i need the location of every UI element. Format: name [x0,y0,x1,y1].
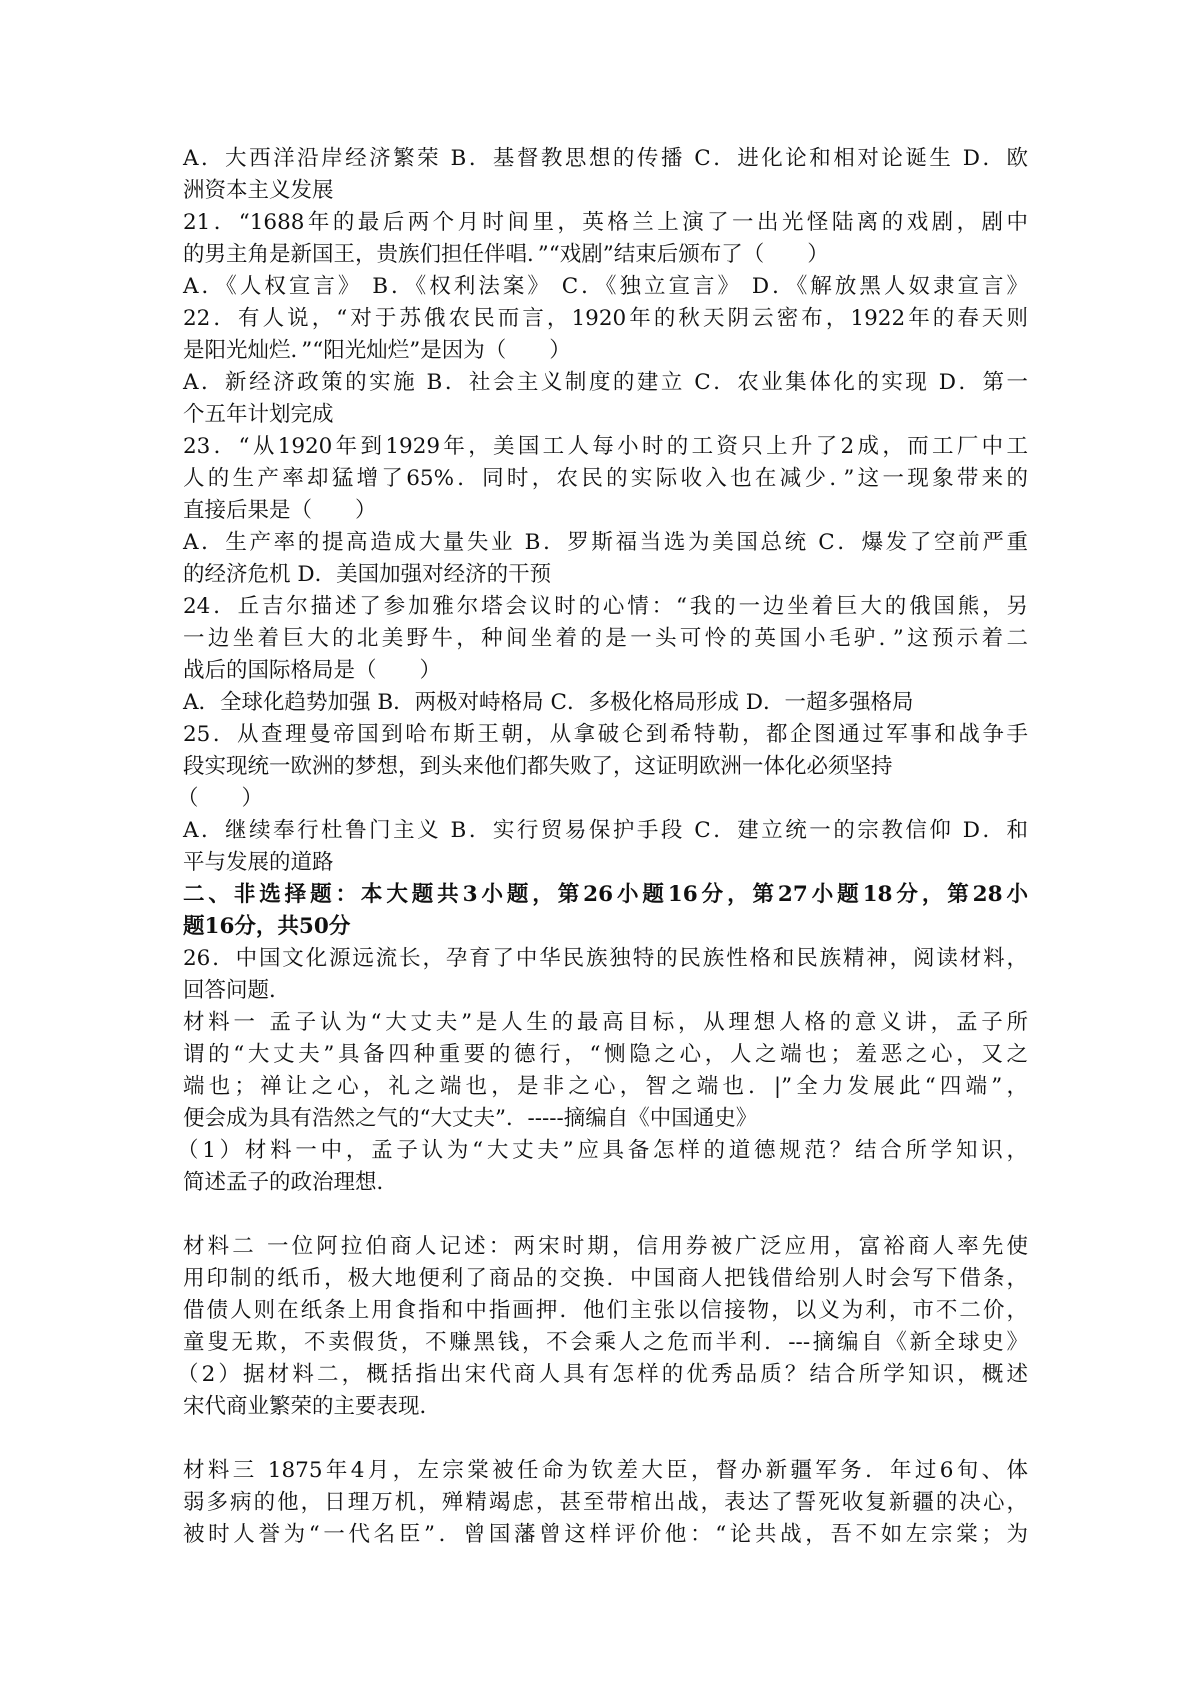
blank-line [183,1199,1028,1231]
question-25-stem-cont: 段实现统一欧洲的梦想，到头来他们都失败了，这证明欧洲一体化必须坚持 [183,754,893,779]
blank-line [183,1423,1028,1455]
question-26-stem: 26．中国文化源远流长，孕育了中华民族独特的民族性格和民族精神，阅读材料， [183,946,1028,971]
question-21-stem-cont: 的男主角是新国王，贵族们担任伴唱．”“戏剧”结束后颁布了（ ） [183,242,829,267]
question-25-blank: （ ） [177,786,264,811]
answer-options-q22-cont: 个五年计划完成 [183,402,334,427]
section-heading-cont: 题16分，共50分 [183,914,351,939]
material-2-text: 用印制的纸币，极大地便利了商品的交换．中国商人把钱借给别人时会写下借条， [183,1266,1028,1291]
question-26-stem-cont: 回答问题． [183,978,291,1003]
answer-options-q20-cont: 洲资本主义发展 [183,178,334,203]
question-21-stem: 21．“1688年的最后两个月时间里，英格兰上演了一出光怪陆离的戏剧，剧中 [183,210,1028,235]
material-2-text: 借债人则在纸条上用食指和中指画押．他们主张以信接物，以义为利，市不二价， [183,1298,1028,1323]
answer-options-q20: A．大西洋沿岸经济繁荣 B．基督教思想的传播 C．进化论和相对论诞生 D．欧 [183,146,1028,171]
answer-options-q24: A．全球化趋势加强 B．两极对峙格局 C．多极化格局形成 D．一超多强格局 [183,690,914,715]
answer-options-q25-cont: 平与发展的道路 [183,850,334,875]
material-2-source: 童叟无欺，不卖假货，不赚黑钱，不会乘人之危而半利．---摘编自《新全球史》 [183,1330,1028,1355]
answer-options-q22: A．新经济政策的实施 B．社会主义制度的建立 C．农业集体化的实现 D．第一 [183,370,1028,395]
section-heading: 二、非选择题：本大题共3小题，第26小题16分，第27小题18分，第28小 [183,882,1028,907]
sub-question-2-cont: 宋代商业繁荣的主要表现． [183,1394,442,1419]
sub-question-1-cont: 简述孟子的政治理想． [183,1170,399,1195]
material-1-text: 谓的“大丈夫”具备四种重要的德行，“恻隐之心，人之端也；羞恶之心，又之 [183,1042,1028,1067]
material-2-text: 材料二 一位阿拉伯商人记述：两宋时期，信用券被广泛应用，富裕商人率先使 [183,1234,1028,1259]
document-body [177,143,1028,1551]
answer-options-q23: A．生产率的提高造成大量失业 B．罗斯福当选为美国总统 C．爆发了空前严重 [183,530,1028,555]
answer-options-q25: A．继续奉行杜鲁门主义 B．实行贸易保护手段 C．建立统一的宗教信仰 D．和 [183,818,1028,843]
sub-question-1: （1）材料一中，孟子认为“大丈夫”应具备怎样的道德规范？结合所学知识， [177,1138,1028,1163]
answer-options-q21: A．《人权宣言》 B．《权利法案》 C．《独立宣言》 D．《解放黑人奴隶宣言》 [183,274,1028,299]
material-1-source: 便会成为具有浩然之气的“大丈夫”．-----摘编自《中国通史》 [183,1106,758,1131]
material-1-text: 材料一 孟子认为“大丈夫”是人生的最高目标，从理想人格的意义讲，孟子所 [183,1010,1028,1035]
question-24-stem-end: 战后的国际格局是（ ） [183,658,442,683]
material-3-text: 被时人誉为“一代名臣”．曾国藩曾这样评价他：“论共战，吾不如左宗棠；为 [183,1522,1028,1547]
answer-options-q23-cont: 的经济危机 D．美国加强对经济的干预 [183,562,552,587]
question-24-stem-cont: 一边坐着巨大的北美野牛，种间坐着的是一头可怜的英国小毛驴．”这预示着二 [183,626,1028,651]
material-3-text: 弱多病的他，日理万机，殚精竭虑，甚至带棺出战，表达了誓死收复新疆的决心， [183,1490,1028,1515]
material-3-text: 材料三 1875年4月，左宗棠被任命为钦差大臣，督办新疆军务．年过6旬、体 [183,1458,1028,1483]
question-23-stem-end: 直接后果是（ ） [183,498,377,523]
question-24-stem: 24．丘吉尔描述了参加雅尔塔会议时的心情：“我的一边坐着巨大的俄国熊，另 [183,594,1028,619]
question-25-stem: 25．从查理曼帝国到哈布斯王朝，从拿破仑到希特勒，都企图通过军事和战争手 [183,722,1028,747]
question-23-stem: 23．“从1920年到1929年，美国工人每小时的工资只上升了2成，而工厂中工 [183,434,1028,459]
question-22-stem-cont: 是阳光灿烂．”“阳光灿烂”是因为（ ） [183,338,571,363]
question-22-stem: 22．有人说，“对于苏俄农民而言，1920年的秋天阴云密布，1922年的春天则 [183,306,1028,331]
sub-question-2: （2）据材料二，概括指出宋代商人具有怎样的优秀品质？结合所学知识，概述 [177,1362,1028,1387]
question-23-stem-cont: 人的生产率却猛增了65%．同时，农民的实际收入也在减少．”这一现象带来的 [183,466,1028,491]
material-1-text: 端也；禅让之心，礼之端也，是非之心，智之端也．|”全力发展此“四端”， [183,1074,1028,1099]
